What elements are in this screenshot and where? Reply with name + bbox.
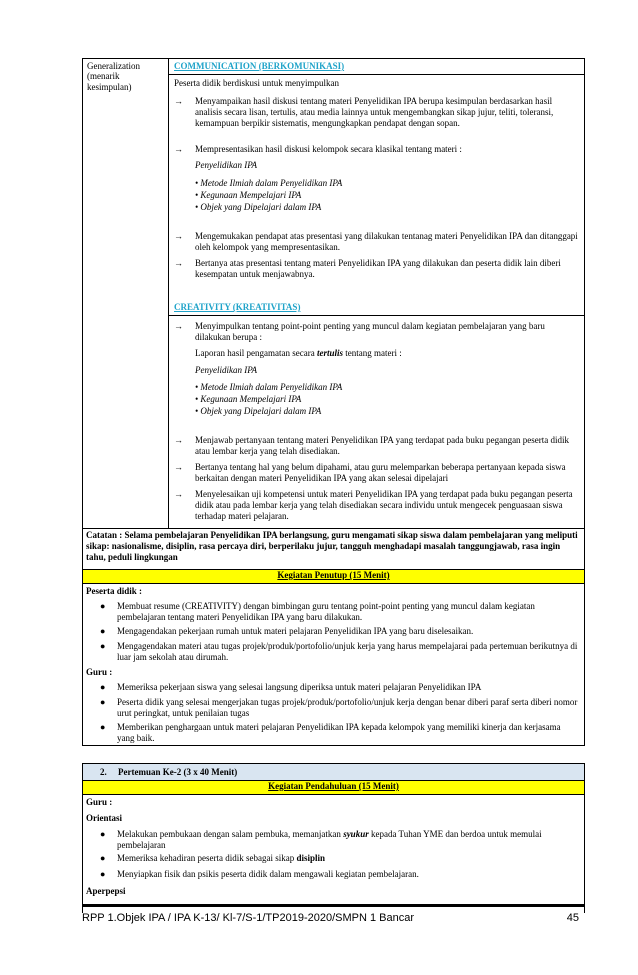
guru-item: Peserta didik yang selesai mengerjakan tugas projek/produk/portofolio/unjuk kerja dengan benar diberi paraf serta diberi nomor urut peringkat, untuk penilaian tugas bbox=[117, 697, 578, 718]
communication-heading: COMMUNICATION (BERKOMUNIKASI) bbox=[174, 61, 345, 71]
creativity-heading: CREATIVITY (KREATIVITAS) bbox=[174, 302, 301, 312]
meeting-number: 2. bbox=[100, 767, 107, 777]
bullet-icon: ● bbox=[100, 829, 106, 839]
penutup-band: Kegiatan Penutup (15 Menit) bbox=[83, 570, 584, 583]
guru-label: Guru : bbox=[86, 667, 113, 677]
orientasi-text: Memeriksa kehadiran peserta didik sebagai sikap bbox=[117, 853, 297, 863]
footer-rule bbox=[82, 904, 585, 907]
arrow-icon: → bbox=[174, 435, 183, 445]
stage-label: Generalization (menarik kesimpulan) bbox=[87, 61, 140, 92]
arrow-icon: → bbox=[174, 96, 183, 106]
catatan-note: Catatan : Selama pembelajaran Penyelidikan IPA berlangsung, guru mengamati sikap siswa dalam pembelajaran yang meliputi sikap: nasionalisme, disiplin, rasa percaya diri, berperilaku jujur, tangguh menghadapi masalah tanggungjawab, rasa ingin tahu, peduli lingkungan bbox=[86, 530, 578, 562]
orientasi-emphasis: syukur bbox=[343, 829, 369, 839]
creativity-item: • Objek yang Dipelajari dalam IPA bbox=[195, 406, 322, 416]
report-text: Laporan hasil pengamatan secara bbox=[195, 348, 317, 358]
row-divider bbox=[82, 583, 585, 584]
creativity-topic: Penyelidikan IPA bbox=[195, 365, 258, 375]
meeting-title: Pertemuan Ke-2 (3 x 40 Menit) bbox=[118, 767, 238, 777]
peserta-item: Membuat resume (CREATIVITY) dengan bimbingan guru tentang point-point penting yang muncul dalam kegiatan pembelajaran tentang materi Penyelidikan IPA yang baru dilakukan. bbox=[117, 601, 535, 622]
communication-point-1: Menyampaikan hasil diskusi tentang materi Penyelidikan IPA berupa kesimpulan berdasarkan hasil analisis secara lisan, tertulis, atau media lainnya untuk mengembangkan sikap jujur, teliti, toleransi, kemampuan berpikir sistematis, mengungkapkan pendapat dengan sopan. bbox=[195, 96, 554, 128]
guru-item: Memberikan penghargaan untuk materi pelajaran Penyelidikan IPA kepada kelompok yang memiliki kinerja dan kerjasama yang baik. bbox=[117, 722, 561, 743]
arrow-icon: → bbox=[174, 321, 183, 331]
orientasi-item bbox=[117, 829, 579, 851]
communication-point-4: Bertanya atas presentasi tentang materi Penyelidikan IPA yang dilakukan dan peserta didik lain diberi kesempatan untuk menjawabnya. bbox=[195, 258, 561, 279]
pendahuluan-band: Kegiatan Pendahuluan (15 Menit) bbox=[83, 781, 584, 794]
arrow-icon: → bbox=[174, 231, 183, 241]
page-number: 45 bbox=[566, 912, 579, 924]
peserta-item: Mengagendakan materi atau tugas projek/produk/portofolio/unjuk kerja yang harus mempelajarai pada pertemuan berikutnya di luar jam sekolah atau dirumah. bbox=[117, 641, 578, 662]
row-divider bbox=[82, 528, 585, 529]
arrow-icon: → bbox=[174, 144, 183, 154]
footer-text: RPP 1.Objek IPA / IPA K-13/ Kl-7/S-1/TP2019-2020/SMPN 1 Bancar bbox=[82, 912, 414, 924]
bullet-icon: ● bbox=[100, 853, 106, 863]
column-divider bbox=[168, 58, 169, 528]
orientasi-item: Menyiapkan fisik dan psikis peserta didik dalam mengawali kegiatan pembelajaran. bbox=[117, 869, 419, 879]
creativity-point-3: Bertanya tentang hal yang belum dipahami, atau guru melemparkan beberapa pertanyaan kepada siswa berkaitan dengan materi Penyelidikan IPA yang akan selesai dipelajari bbox=[195, 462, 566, 483]
bullet-icon: ● bbox=[100, 697, 106, 707]
communication-intro: Peserta didik berdiskusi untuk menyimpulkan bbox=[174, 78, 339, 88]
guru-label: Guru : bbox=[86, 797, 113, 807]
peserta-label: Peserta didik : bbox=[86, 586, 142, 596]
bullet-icon: ● bbox=[100, 641, 106, 651]
guru-item: Memeriksa pekerjaan siswa yang selesai langsung diperiksa untuk materi pelajaran Penyelidikan IPA bbox=[117, 682, 482, 692]
orientasi-text-end: kepada Tuhan YME dan berdoa untuk memulai pembelajaran bbox=[117, 829, 542, 850]
creativity-report bbox=[195, 348, 580, 359]
row-divider bbox=[82, 794, 585, 795]
report-text-end: tentang materi : bbox=[342, 348, 402, 358]
communication-item: • Metode Ilmiah dalam Penyelidikan IPA bbox=[195, 178, 343, 188]
communication-item: • Objek yang Dipelajari dalam IPA bbox=[195, 202, 322, 212]
apersepsi-label: Aperpepsi bbox=[86, 886, 126, 896]
communication-point-3: Mengemukakan pendapat atas presentasi yang dilakukan tentanag materi Penyelidikan IPA dan ditanggapi oleh kelompok yang mempresentasikan. bbox=[195, 231, 578, 252]
bullet-icon: ● bbox=[100, 722, 106, 732]
creativity-item: • Metode Ilmiah dalam Penyelidikan IPA bbox=[195, 382, 343, 392]
orientasi-text: Melakukan pembukaan dengan salam pembuka, memanjatkan bbox=[117, 829, 344, 839]
communication-point-2: Mempresentasikan hasil diskusi kelompok secara klasikal tentang materi : bbox=[195, 144, 462, 154]
arrow-icon: → bbox=[174, 462, 183, 472]
heading-rule bbox=[168, 315, 585, 316]
communication-topic: Penyelidikan IPA bbox=[195, 160, 258, 170]
creativity-point-4: Menyelesaikan uji kompetensi untuk materi Penyelidikan IPA yang terdapat pada buku pegangan peserta didik atau pada lembar kerja yang telah disediakan secara individu untuk mengecek penguasaan siswa terhadap materi pelajaran. bbox=[195, 489, 573, 521]
orientasi-emphasis: disiplin bbox=[296, 853, 325, 863]
page-footer bbox=[82, 912, 585, 925]
communication-item: • Kegunaan Mempelajari IPA bbox=[195, 190, 302, 200]
report-emphasis: tertulis bbox=[316, 348, 343, 358]
creativity-point-1: Menyimpulkan tentang point-point penting yang muncul dalam kegiatan pembelajaran yang baru dilakukan berupa : bbox=[195, 321, 545, 342]
bullet-icon: ● bbox=[100, 682, 106, 692]
arrow-icon: → bbox=[174, 489, 183, 499]
orientasi-label: Orientasi bbox=[86, 813, 122, 823]
creativity-item: • Kegunaan Mempelajari IPA bbox=[195, 394, 302, 404]
arrow-icon: → bbox=[174, 258, 183, 268]
heading-rule bbox=[168, 74, 585, 75]
bullet-icon: ● bbox=[100, 626, 106, 636]
bullet-icon: ● bbox=[100, 601, 106, 611]
peserta-item: Mengagendakan pekerjaan rumah untuk materi pelajaran Penyelidikan IPA yang baru diselesaikan. bbox=[117, 626, 474, 636]
creativity-point-2: Menjawab pertanyaan tentang materi Penyelidikan IPA yang terdapat pada buku pegangan peserta didik atau lembar kerja yang telah disediakan. bbox=[195, 435, 570, 456]
orientasi-item bbox=[117, 853, 579, 864]
bullet-icon: ● bbox=[100, 869, 106, 879]
